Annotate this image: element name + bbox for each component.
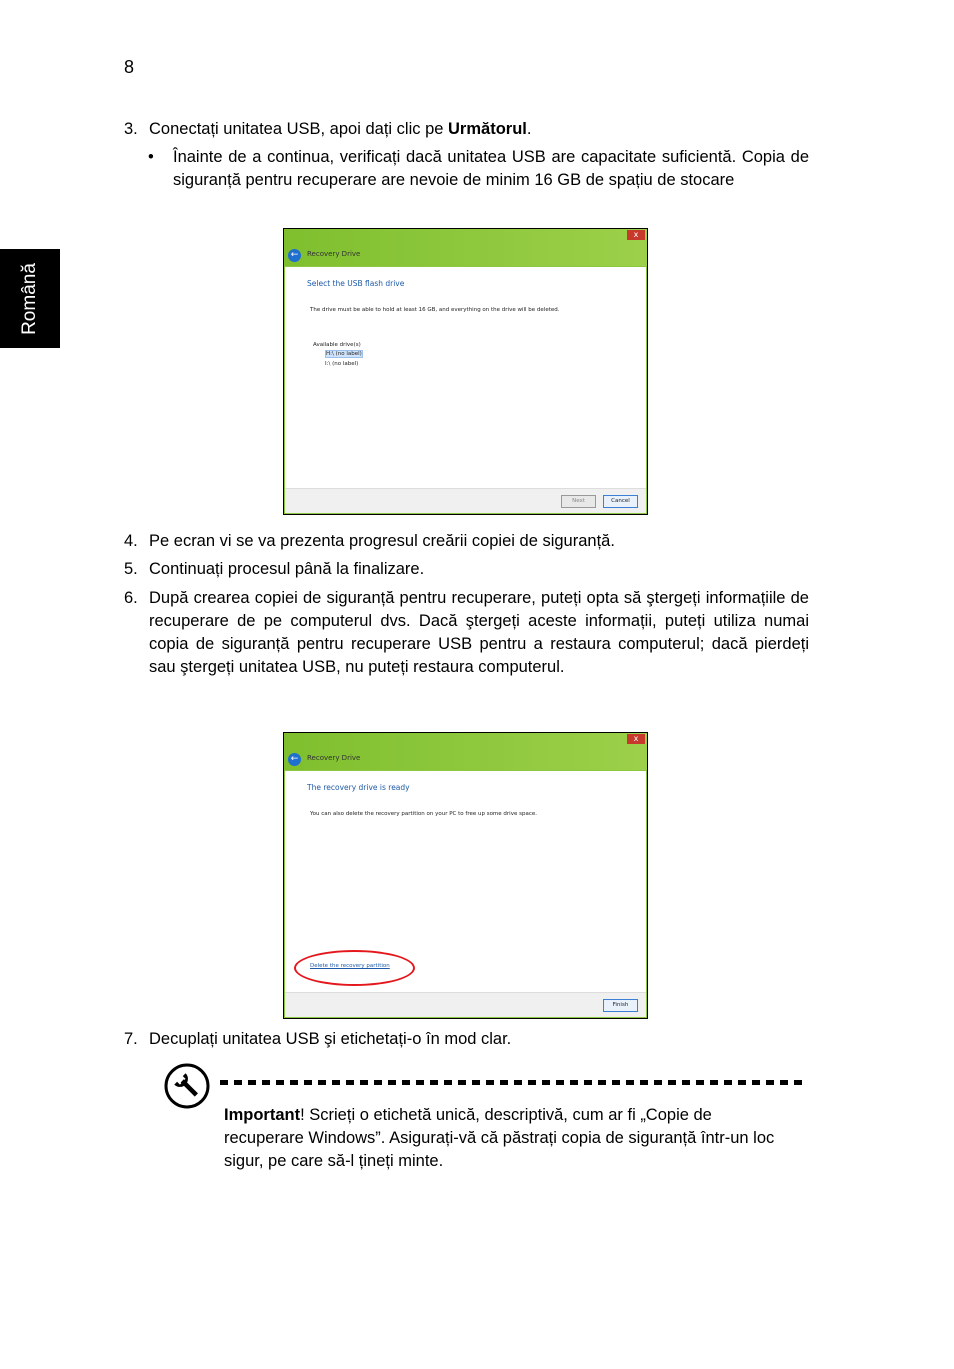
step-text — [149, 118, 809, 141]
step-text-part: Conectați unitatea USB, apoi dați clic pe — [149, 120, 449, 138]
drive-option-selected: H:\ (no label) — [326, 351, 362, 357]
step-text: Pe ecran vi se va prezenta progresul creării copiei de siguranță. — [149, 532, 615, 550]
language-side-tab — [0, 249, 60, 348]
back-arrow-icon: ← — [288, 753, 301, 766]
recovery-drive-window-ready — [283, 732, 648, 1019]
step-number: 5. — [124, 560, 138, 578]
language-label: Română — [19, 262, 40, 335]
dialog-footer — [285, 488, 646, 513]
window-title: Recovery Drive — [307, 754, 361, 762]
back-arrow-icon: ← — [288, 249, 301, 262]
drive-option: I:\ (no label) — [325, 361, 359, 367]
cancel-button: Cancel — [603, 495, 638, 508]
note-divider — [220, 1080, 808, 1085]
recovery-drive-window-select — [283, 228, 648, 515]
step-bold-term: Următorul — [448, 120, 527, 138]
close-icon: x — [627, 230, 645, 240]
step-4 — [124, 530, 809, 553]
step-7 — [124, 1028, 809, 1051]
step-text: Decuplați unitatea USB şi etichetați-o în mod clar. — [149, 1030, 512, 1048]
step-text-part: . — [526, 120, 532, 138]
step-5 — [124, 558, 809, 581]
bullet-text: Înainte de a continua, verificați dacă unitatea USB are capacitate suficientă. Copia de siguranță pentru recuperare are nevoie de minim 16 GB de spațiu de stocare — [173, 148, 809, 189]
step-number: 4. — [124, 532, 138, 550]
close-icon: x — [627, 734, 645, 744]
next-button: Next — [561, 495, 596, 508]
note-bold-term: Important — [224, 1106, 301, 1124]
delete-partition-link: Delete the recovery partition — [310, 963, 390, 969]
step-text: Continuați procesul până la finalizare. — [149, 560, 425, 578]
page-number: 8 — [124, 57, 135, 77]
step-number: 3. — [124, 120, 138, 138]
wrench-icon — [164, 1063, 210, 1109]
dialog-description: The drive must be able to hold at least 16 GB, and everything on the drive will be deleted. — [310, 307, 560, 313]
dialog-description: You can also delete the recovery partition on your PC to free up some drive space. — [310, 811, 537, 817]
window-titlebar — [284, 229, 647, 266]
drive-tree — [313, 342, 365, 368]
important-note — [224, 1104, 784, 1173]
step-number: 7. — [124, 1030, 138, 1048]
dialog-heading: The recovery drive is ready — [307, 783, 410, 792]
bullet-item — [148, 146, 809, 192]
window-content — [285, 771, 646, 1017]
window-title: Recovery Drive — [307, 250, 361, 258]
step-6 — [124, 587, 809, 679]
step-text: După crearea copiei de siguranță pentru recuperare, puteți opta să ştergeți informațiile de recuperare de pe computerul dvs. Dacă ştergeți aceste informații, puteți utiliza numai copia de siguranță pentru recuperare USB pentru a restaura computerul; dacă pierdeți sau ştergeți unitatea USB, nu puteți restaura computerul. — [149, 589, 809, 676]
bullet-dot: • — [148, 148, 154, 166]
note-text: ! Scrieți o etichetă unică, descriptivă, cum ar fi „Copie de recuperare Windows”. Asigurați-vă că păstrați copia de siguranță într-un loc sigur, pe care să-l țineți minte. — [224, 1106, 775, 1170]
window-titlebar — [284, 733, 647, 770]
step-3 — [124, 118, 809, 141]
step-number: 6. — [124, 589, 138, 607]
dialog-heading: Select the USB flash drive — [307, 279, 405, 288]
tree-label: Available drive(s) — [313, 342, 361, 348]
finish-button: Finish — [603, 999, 638, 1012]
dialog-footer — [285, 992, 646, 1017]
window-content — [285, 267, 646, 513]
